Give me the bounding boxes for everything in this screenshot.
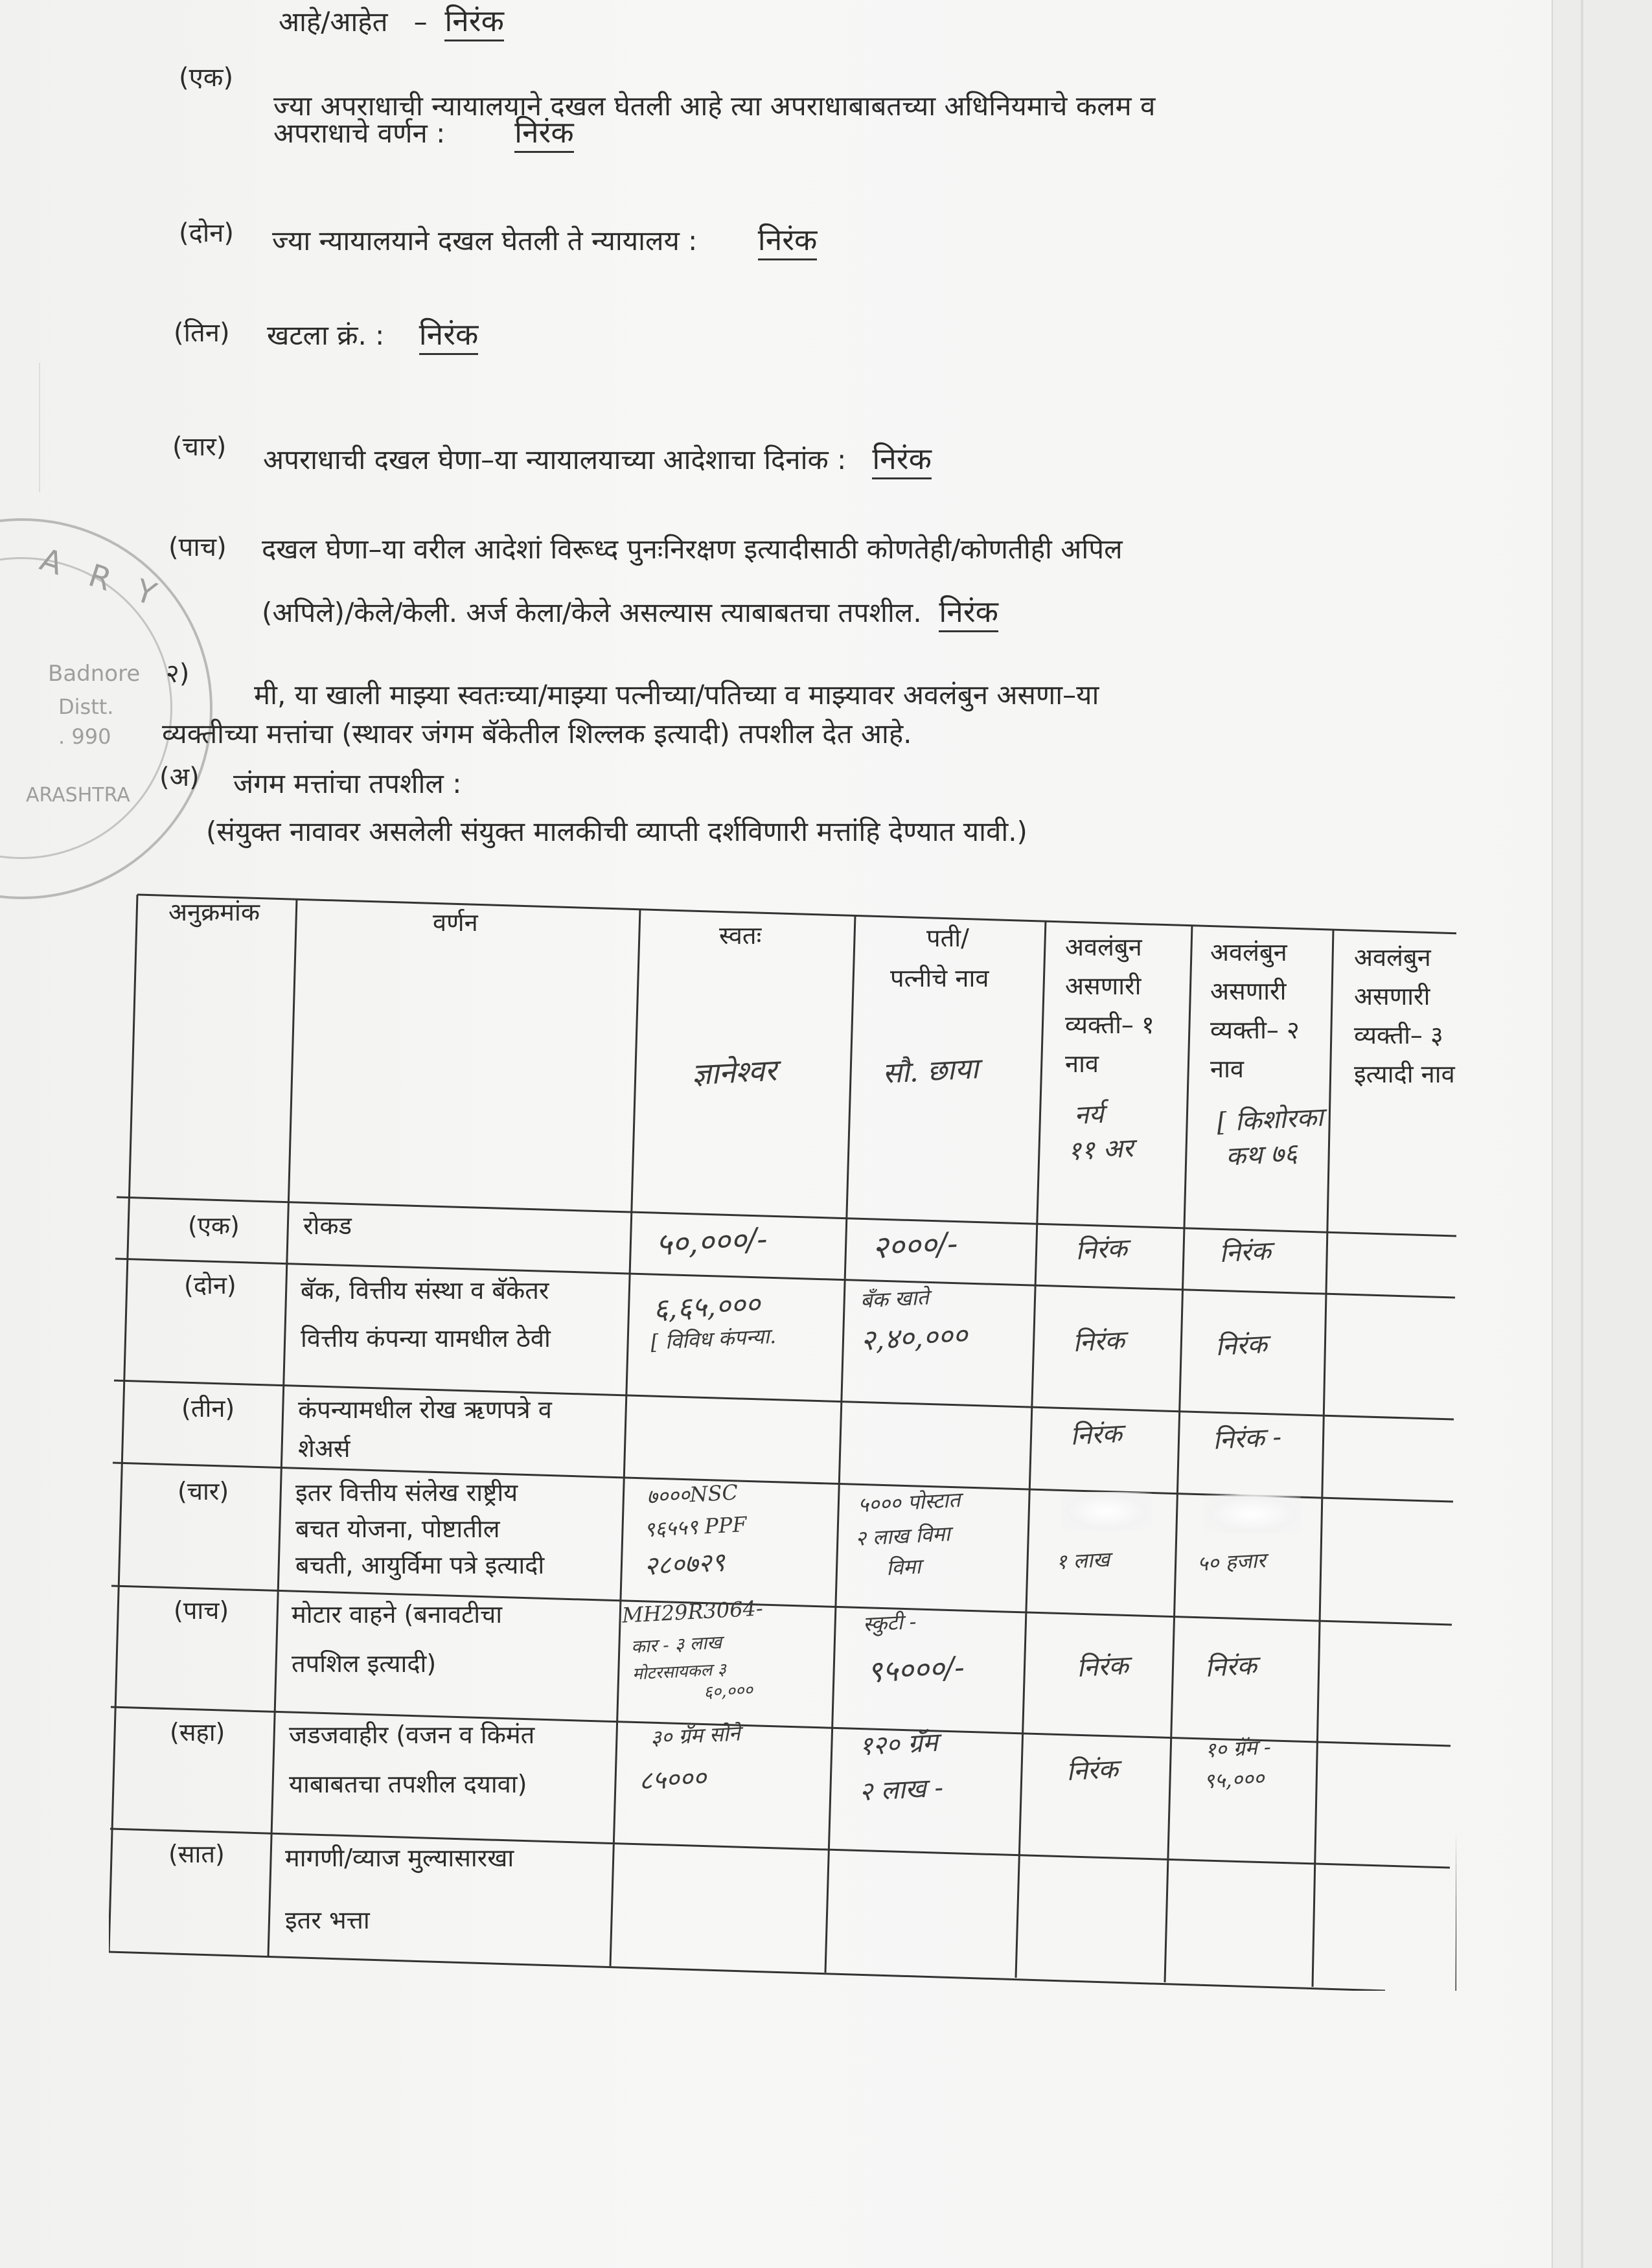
row-dep1-value: निरंक [1069, 1418, 1123, 1452]
row-self-value-2: ८५००० [637, 1763, 707, 1796]
row-self-value: ५०,०००/- [654, 1220, 768, 1263]
header-dep2-l3: व्यक्ती– २ [1210, 1016, 1300, 1044]
header-spouse-l2: पत्नीचे नाव [890, 964, 989, 992]
row-self-value: ६,६५,००० [652, 1287, 761, 1327]
table-bottom-border [109, 1952, 1385, 1991]
header-dep1-l4: नाव [1065, 1049, 1099, 1078]
row-dep1-value: १ लाख [1055, 1546, 1110, 1575]
header-dep2-l2: असणारी [1210, 977, 1287, 1005]
row-spouse-value-2: २ लाख विमा [855, 1521, 951, 1551]
header-self: स्वतः [719, 921, 762, 950]
row-self-value: ३० ग्रॅम सोने [650, 1721, 741, 1750]
header-spouse-l1: पती/ [926, 924, 969, 952]
section-text-line2: व्यक्तीच्या मत्तांचा (स्थावर जंगम बॅकेतील शिल्लक इत्यादी) तपशील देत आहे. [162, 718, 912, 750]
row-spouse-value: बँक खाते [860, 1285, 930, 1313]
row-dep2-value: ५० हजार [1197, 1548, 1267, 1576]
item-label: अपराधाचे वर्णन : [273, 117, 446, 149]
row-description-2: बचत योजना, पोष्टातील [295, 1515, 500, 1543]
section-note: (संयुक्त नावावर असलेली संयुक्त मालकीची व्याप्ती दर्शविणारी मत्तांहि देण्यात यावी.) [206, 816, 1027, 847]
stamp-text-bottom: ARASHTRA [26, 784, 130, 807]
row-number: (पाच) [174, 1596, 229, 1625]
row-description: रोकड [303, 1211, 352, 1240]
intro-dash: – [413, 6, 428, 38]
item-value: निरंक [758, 222, 818, 260]
row-description: जडजवाहीर (वजन व किमंत [289, 1721, 535, 1749]
table-top-border [137, 895, 1456, 934]
row-description: बॅक, वित्तीय संस्था व बॅकेतर [301, 1276, 549, 1305]
header-dep3-l4: इत्यादी नाव [1354, 1060, 1455, 1088]
row-spouse-value: ५००० पोस्टात [857, 1487, 961, 1518]
item-label: अपराधाची दखल घेणा–या न्यायालयाच्या आदेशाचा दिनांक : [263, 444, 847, 475]
bleed-through-text [648, 0, 656, 25]
handwritten-dep1-name: नर्य [1073, 1099, 1105, 1131]
item-text-line1 [267, 316, 478, 354]
handwritten-dep1-name-2: ११ अर [1066, 1133, 1134, 1167]
row-description-2: वित्तीय कंपन्या यामधील ठेवी [301, 1324, 551, 1353]
row-description: मागणी/व्याज मुल्यासारखा [285, 1844, 514, 1872]
row-self-value-2: [ विविध कंपन्या. [650, 1323, 777, 1355]
stamp-text-line1: Badnore [48, 661, 141, 687]
handwritten-spouse-name: सौ. छाया [881, 1052, 980, 1090]
item-text-line1: दखल घेणा–या वरील आदेशां विरूध्द पुनःनिरक्षण इत्यादीसाठी कोणतेही/कोणतीही अपिल [262, 533, 1123, 565]
erased-mark [1204, 1495, 1301, 1533]
row-spouse-value: स्कुटी - [862, 1609, 917, 1637]
header-dep1-l3: व्यक्ती– १ [1065, 1011, 1154, 1039]
header-dep1-l1: अवलंबुन [1065, 933, 1142, 961]
header-dep3-l2: असणारी [1354, 982, 1430, 1011]
item-number: (पाच) [168, 533, 227, 562]
row-self-value-2: कार - ३ लाख [630, 1631, 722, 1658]
item-number: (चार) [172, 432, 227, 462]
row-self-value-4: ६०,००० [703, 1680, 753, 1702]
stamp-text-line3: . 990 [58, 724, 111, 749]
stamp-text-line2: Distt. [58, 694, 114, 719]
item-value: निरंक [419, 317, 479, 355]
header-dep3-l3: व्यक्ती– ३ [1354, 1021, 1443, 1049]
handwritten-dep2-name: [ किशोरका [1216, 1102, 1324, 1138]
row-spouse-value-2: ९५०००/- [866, 1649, 966, 1690]
item-label: ज्या न्यायालयाने दखल घेतली ते न्यायालय : [272, 225, 698, 257]
row-description-2: याबाबतचा तपशील दयावा) [289, 1770, 527, 1798]
row-spouse-value-2: २ लाख - [858, 1772, 945, 1807]
item-value: निरंक [872, 441, 932, 479]
item-text-line2 [273, 114, 574, 152]
stamp-text-top: ARY [35, 541, 189, 623]
row-dep1-value: निरंक [1072, 1325, 1125, 1358]
row-self-value-2: ९६५५९ PPF [643, 1511, 748, 1542]
row-self-value: MH29R3064- [621, 1596, 764, 1628]
row-dep2-value: निरंक [1214, 1329, 1268, 1362]
item-number: (दोन) [179, 218, 235, 248]
row-number: (सात) [168, 1840, 225, 1868]
page-edge [1552, 0, 1652, 2268]
section-text-line1: मी, या खाली माझ्या स्वतःच्या/माझ्या पत्नीच्या/पतिच्या व माझ्यावर अवलंबुन असणा–या [254, 679, 1099, 711]
header-serial: अनुक्रमांक [168, 898, 260, 926]
header-dep1-l2: असणारी [1065, 972, 1141, 1000]
row-description-2: शेअर्स [298, 1434, 350, 1463]
row-dep1-value: निरंक [1065, 1754, 1119, 1787]
item-label: खटला क्रं. : [267, 319, 385, 351]
item-text-line1 [263, 441, 932, 478]
handwritten-self-name: ज्ञानेश्वर [691, 1052, 778, 1092]
header-dep2-l1: अवलंबुन [1210, 938, 1287, 967]
row-spouse-value-3: विमा [886, 1553, 922, 1581]
item-number: (एक) [179, 63, 234, 93]
header-description: वर्णन [433, 908, 478, 937]
row-description-2: इतर भत्ता [285, 1906, 370, 1934]
section-number: २) [166, 659, 190, 689]
row-number: (चार) [178, 1477, 229, 1506]
row-dep2-value: निरंक - [1211, 1422, 1283, 1456]
row-dep2-value: निरंक [1204, 1650, 1257, 1684]
movable-assets-table [109, 889, 1456, 1991]
row-description: मोटार वाहने (बनावटीचा [292, 1600, 503, 1629]
row-dep2-value: १० ग्रॅम - [1204, 1734, 1272, 1763]
item-text-line1 [272, 222, 817, 259]
table-left-border [109, 895, 137, 1952]
header-dep2-l4: नाव [1210, 1055, 1245, 1083]
intro-value: निरंक [444, 3, 504, 41]
row-description-2: तपशिल इत्यादी) [292, 1649, 437, 1678]
header-dep3-l1: अवलंबुन [1354, 943, 1431, 972]
row-spouse-value-2: २,४०,००० [859, 1318, 969, 1358]
handwritten-dep2-name-2: कथ ७६ [1225, 1138, 1298, 1172]
item-number: (तिन) [174, 318, 230, 348]
row-dep1-value: निरंक [1075, 1650, 1129, 1684]
intro-line [279, 3, 504, 40]
row-number: (तीन) [181, 1394, 235, 1423]
row-self-value-3: २८०७२९ [643, 1547, 726, 1582]
row-description: इतर वित्तीय संलेख राष्ट्रीय [295, 1478, 518, 1507]
row-dep1-value: निरंक [1074, 1233, 1128, 1266]
row-spouse-value: १२० ग्रॅम [858, 1727, 939, 1762]
intro-prefix: आहे/आहेत [279, 6, 388, 38]
section-title: जंगम मत्तांचा तपशील : [233, 768, 462, 799]
row-dep2-value: निरंक [1218, 1235, 1272, 1269]
row-description-3: बचती, आयुर्विमा पत्रे इत्यादी [295, 1551, 545, 1579]
item-text-line2 [262, 593, 998, 631]
section-number: (अ) [159, 762, 200, 792]
row-number: (एक) [188, 1211, 240, 1240]
item-label: (अपिले)/केले/केली. अर्ज केला/केले असल्यास त्याबाबतचा तपशील. [262, 597, 922, 628]
row-self-value-3: मोटरसायकल ३ [632, 1660, 727, 1684]
row-number: (सहा) [170, 1718, 225, 1747]
row-dep2-value-2: ९५,००० [1203, 1765, 1265, 1794]
item-value: निरंक [514, 115, 574, 153]
page-edge-line [1581, 0, 1583, 2268]
row-description: कंपन्यामधील रोख ऋणपत्रे व [298, 1395, 552, 1424]
row-number: (दोन) [184, 1271, 236, 1300]
erased-mark [1061, 1492, 1152, 1531]
item-text-line1: ज्या अपराधाची न्यायालयाने दखल घेतली आहे त्या अपराधाबाबतच्या अधिनियमाचे कलम व [273, 90, 1156, 122]
row-spouse-value: २०००/- [871, 1225, 959, 1266]
item-value: निरंक [939, 594, 998, 632]
row-self-value: ७०००NSC [646, 1480, 739, 1509]
bleed-through-mark [39, 363, 66, 492]
